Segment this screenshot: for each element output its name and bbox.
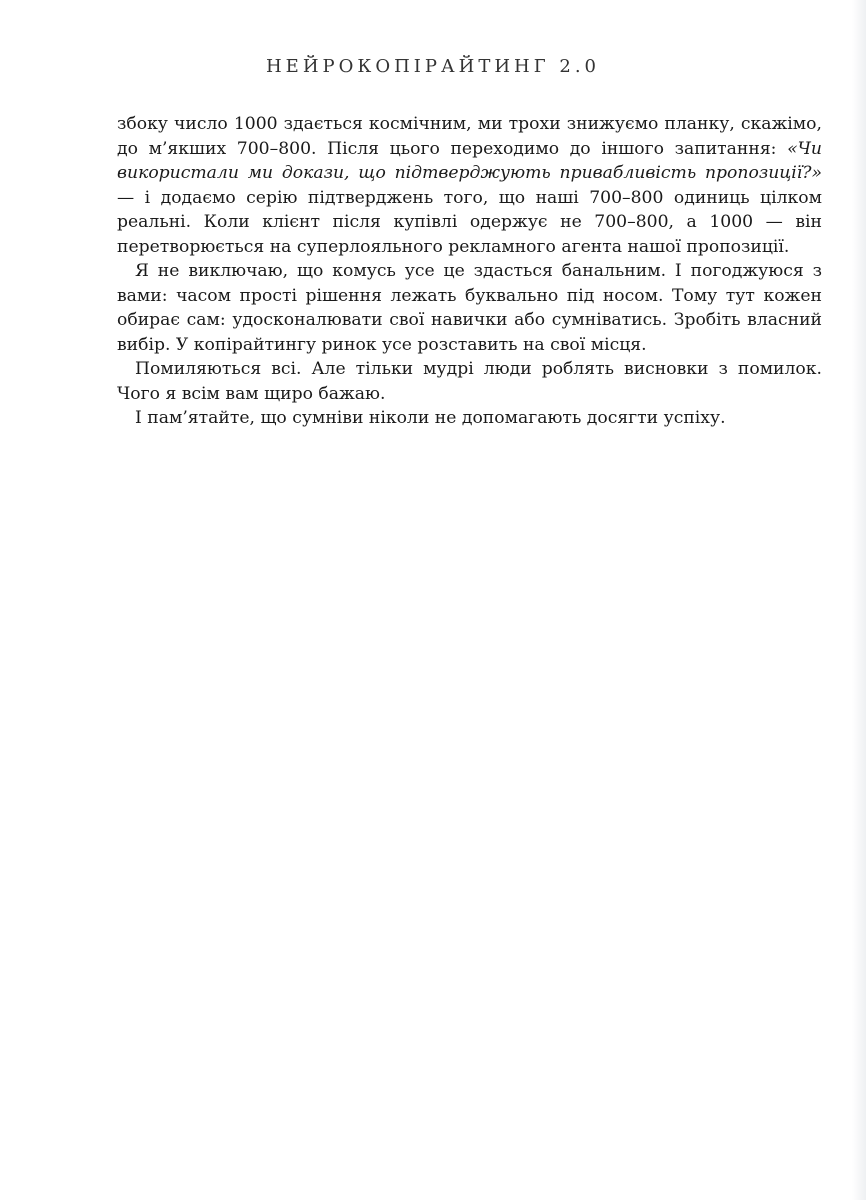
- paragraph-4: І пам’ятайте, що сумніви ніколи не допомагають досягти успіху.: [135, 408, 726, 428]
- page-edge-shadow: [852, 0, 866, 1200]
- paragraph-1-text-start: збоку число 1000 здається космічним, ми трохи знижуємо планку, скажімо, до м’якших 700–800. Після цього переходимо до іншого запитання:: [117, 114, 822, 159]
- paragraph-2: Я не виключаю, що комусь усе це здасться банальним. І погоджуюся з вами: часом прості рішення лежать буквально під носом. Тому тут кожен обирає сам: удосконалювати свої навички або сумніватись. Зробіть власний вибір. У копірайтингу ринок усе розставить на свої місця.: [117, 261, 822, 355]
- paragraph-1-italic-quote: «Чи використали ми докази, що підтверджують привабливість пропозиції?»: [117, 138, 822, 183]
- paragraph-3: Помиляються всі. Але тільки мудрі люди роблять висновки з помилок. Чого я всім вам щиро бажаю.: [117, 359, 822, 404]
- paragraph-1-text-end: — і додаємо серію підтверджень того, що наші 700–800 одиниць цілком реальні. Коли клієнт після купівлі одержує не 700–800, а 1000 — він перетворюється на суперлояльного рекламного агента нашої пропозиції.: [117, 187, 822, 257]
- body-text: [117, 112, 822, 431]
- paragraph-1: [117, 112, 822, 259]
- running-header: НЕЙРОКОПІРАЙТИНГ 2.0: [265, 56, 600, 77]
